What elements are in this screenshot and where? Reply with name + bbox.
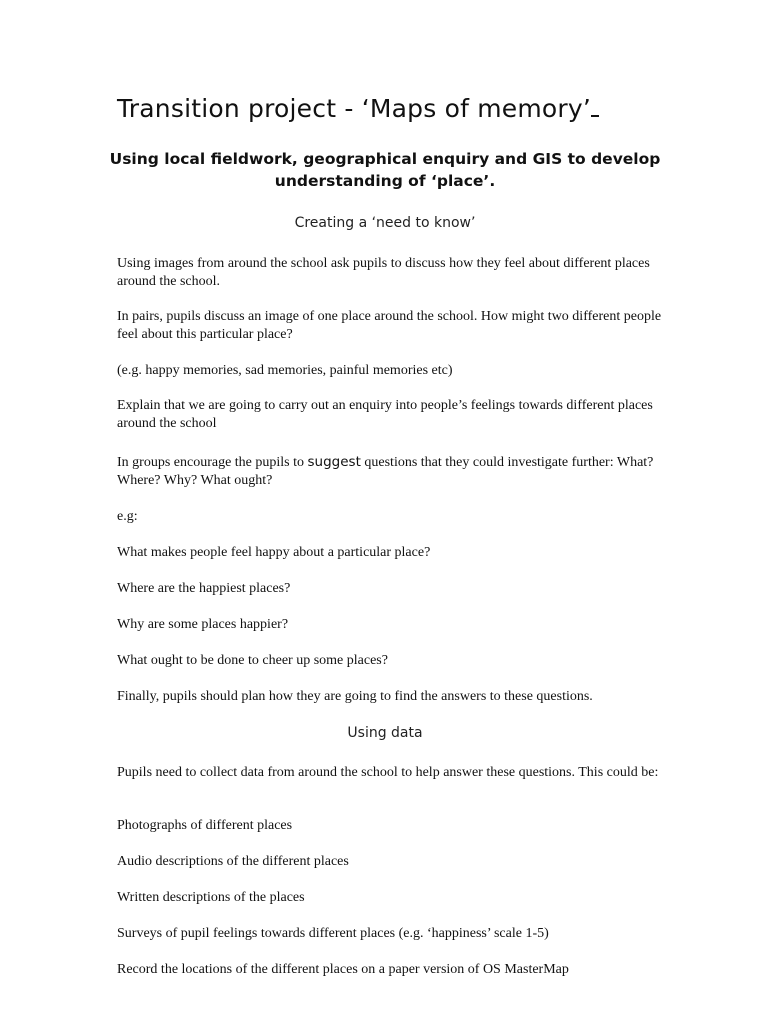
paragraph-eg: e.g: [117, 509, 138, 524]
list-item-audio: Audio descriptions of the different places [117, 854, 349, 869]
paragraph-groups-end: questions that they could investigate further: What? Where? Why? What ought? [117, 455, 654, 488]
paragraph-explain: Explain that we are going to carry out an enquiry into people’s feelings towards different places around the school [117, 398, 653, 431]
question-ought: What ought to be done to cheer up some places? [117, 653, 388, 668]
paragraph-groups-start: In groups encourage the pupils to [117, 455, 308, 470]
list-item-locations: Record the locations of the different places on a paper version of OS MasterMap [117, 962, 569, 977]
paragraph-pairs: In pairs, pupils discuss an image of one place around the school. How might two different people feel about this particular place? [117, 309, 662, 342]
list-item-written: Written descriptions of the places [117, 890, 305, 905]
question-happy: What makes people feel happy about a particular place? [117, 545, 431, 560]
list-item-surveys: Surveys of pupil feelings towards different places (e.g. ‘happiness’ scale 1-5) [117, 926, 549, 941]
paragraph-finally: Finally, pupils should plan how they are going to find the answers to these questions. [117, 689, 593, 704]
paragraph-collect-data: Pupils need to collect data from around the school to help answer these questions. This could be: [117, 765, 659, 780]
list-item-photographs: Photographs of different places [117, 818, 293, 833]
paragraph-examples: (e.g. happy memories, sad memories, painful memories etc) [117, 363, 453, 378]
paragraph-groups [117, 453, 662, 490]
section-heading-need-to-know: Creating a ‘need to know’ [294, 215, 476, 231]
question-happier: Why are some places happier? [117, 617, 289, 632]
section-heading-using-data: Using data [347, 725, 423, 741]
page-title [117, 94, 599, 123]
paragraph-images: Using images from around the school ask pupils to discuss how they feel about different places around the school. [117, 256, 650, 289]
question-happiest: Where are the happiest places? [117, 581, 291, 596]
page-subtitle: Using local fieldwork, geographical enquiry and GIS to develop understanding of ‘place’. [109, 150, 661, 190]
page-title-text: Transition project - ‘Maps of memory’ [117, 94, 592, 123]
suggest-word: suggest [307, 454, 361, 470]
title-underline-mark [591, 97, 599, 117]
